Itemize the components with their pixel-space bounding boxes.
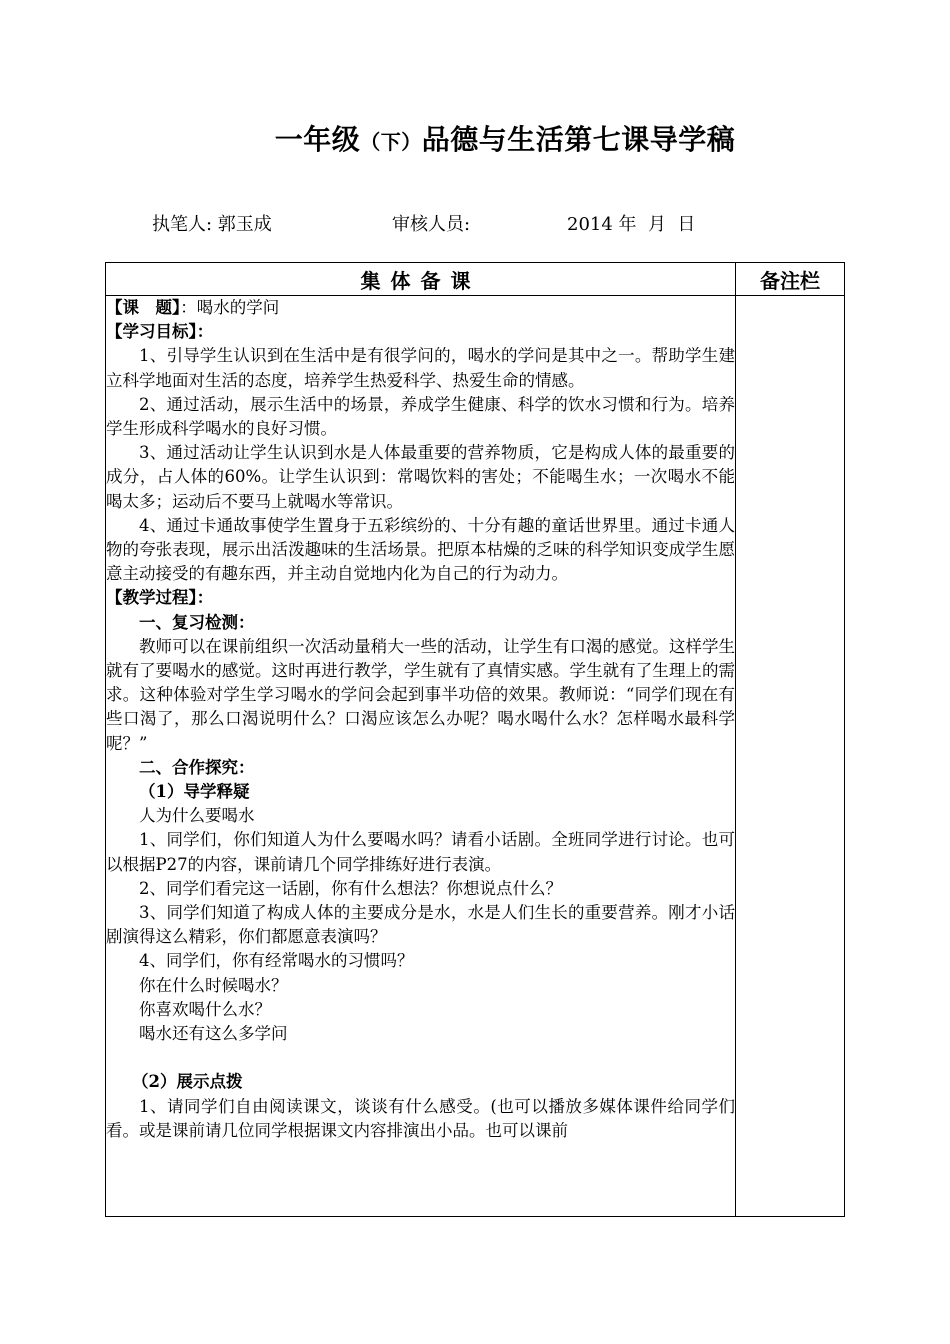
item-4: 4、同学们，你有经常喝水的习惯吗？ [139, 951, 414, 971]
author: 执笔人: 郭玉成 [152, 214, 272, 235]
goal-1: 1、引导学生认识到在生活中是有很学问的，喝水的学问是其中之一。帮助学生建立科学地面对生活的态度，培养学生热爱科学、热爱生命的情感。 [106, 346, 735, 390]
topic-line: 【课 题】：喝水的学问 [106, 298, 280, 317]
goal-4: 4、通过卡通故事使学生置身于五彩缤纷的、十分有趣的童话世界里。通过卡通人物的夸张表现，展示出活泼趣味的生活场景。把原本枯燥的乏味的科学知识变成学生愿意主动接受的有趣东西，并主动自觉地内化为自己的行为动力。 [106, 515, 735, 584]
lesson-table [105, 262, 845, 1217]
lesson-body [106, 296, 736, 1217]
date: 2014 年 月 日 [567, 214, 696, 235]
question-2: 你喜欢喝什么水？ [139, 999, 271, 1019]
section-1-heading: 一、复习检测： [139, 612, 255, 632]
goal-2: 2、通过活动，展示生活中的场景，养成学生健康、科学的饮水习惯和行为。培养学生形成科学喝水的良好习惯。 [106, 394, 735, 439]
page-title: 一年级（下）品德与生活第七课导学稿 [274, 123, 736, 156]
line-why-drink: 人为什么要喝水 [139, 806, 255, 826]
table-header-main: 集体备课 [106, 263, 736, 296]
table-header-notes: 备注栏 [736, 263, 845, 296]
reviewer: 审核人员: [392, 214, 471, 235]
section-1-text: 教师可以在课前组织一次活动量稍大一些的活动，让学生有口渴的感觉。这样学生就有了要喝水的感觉。这时再进行教学，学生就有了真情实感。学生就有了生理上的需求。这种体验对学生学习喝水的学问会起到事半功倍的效果。教师说：“同学们现在有些口渴了，那么口渴说明什么？口渴应该怎么办呢？喝水喝什么水？怎样喝水最科学呢？” [106, 636, 735, 753]
question-1: 你在什么时候喝水？ [139, 975, 288, 995]
show-1: 1、请同学们自由阅读课文，谈谈有什么感受。(也可以播放多媒体课件给同学们看。或是课前请几位同学根据课文内容排演出小品。也可以课前 [106, 1096, 735, 1140]
goals-heading: 【学习目标】： [106, 322, 214, 342]
question-3: 喝水还有这么多学问 [139, 1024, 288, 1044]
section-2-heading: 二、合作探究： [139, 757, 255, 777]
notes-column [736, 296, 845, 1217]
goal-3: 3、通过活动让学生认识到水是人体最重要的营养物质，它是构成人体的最重要的成分，占人体的60%。让学生认识到：常喝饮料的害处；不能喝生水；一次喝水不能喝太多；运动后不要马上就喝水等常识。 [106, 443, 735, 511]
item-1: 1、同学们，你们知道人为什么要喝水吗？请看小话剧。全班同学进行讨论。也可以根据P27的内容，课前请几个同学排练好进行表演。 [106, 830, 735, 874]
subsection-1-heading: （1）导学释疑 [139, 782, 250, 802]
item-3: 3、同学们知道了构成人体的主要成分是水，水是人们生长的重要营养。刚才小话剧演得这么精彩，你们都愿意表演吗？ [106, 903, 735, 947]
subsection-2-heading: （2）展示点拨 [132, 1072, 243, 1092]
process-heading: 【教学过程】： [106, 588, 214, 608]
byline [152, 210, 695, 236]
item-2: 2、同学们看完这一话剧，你有什么想法？你想说点什么？ [139, 878, 562, 898]
